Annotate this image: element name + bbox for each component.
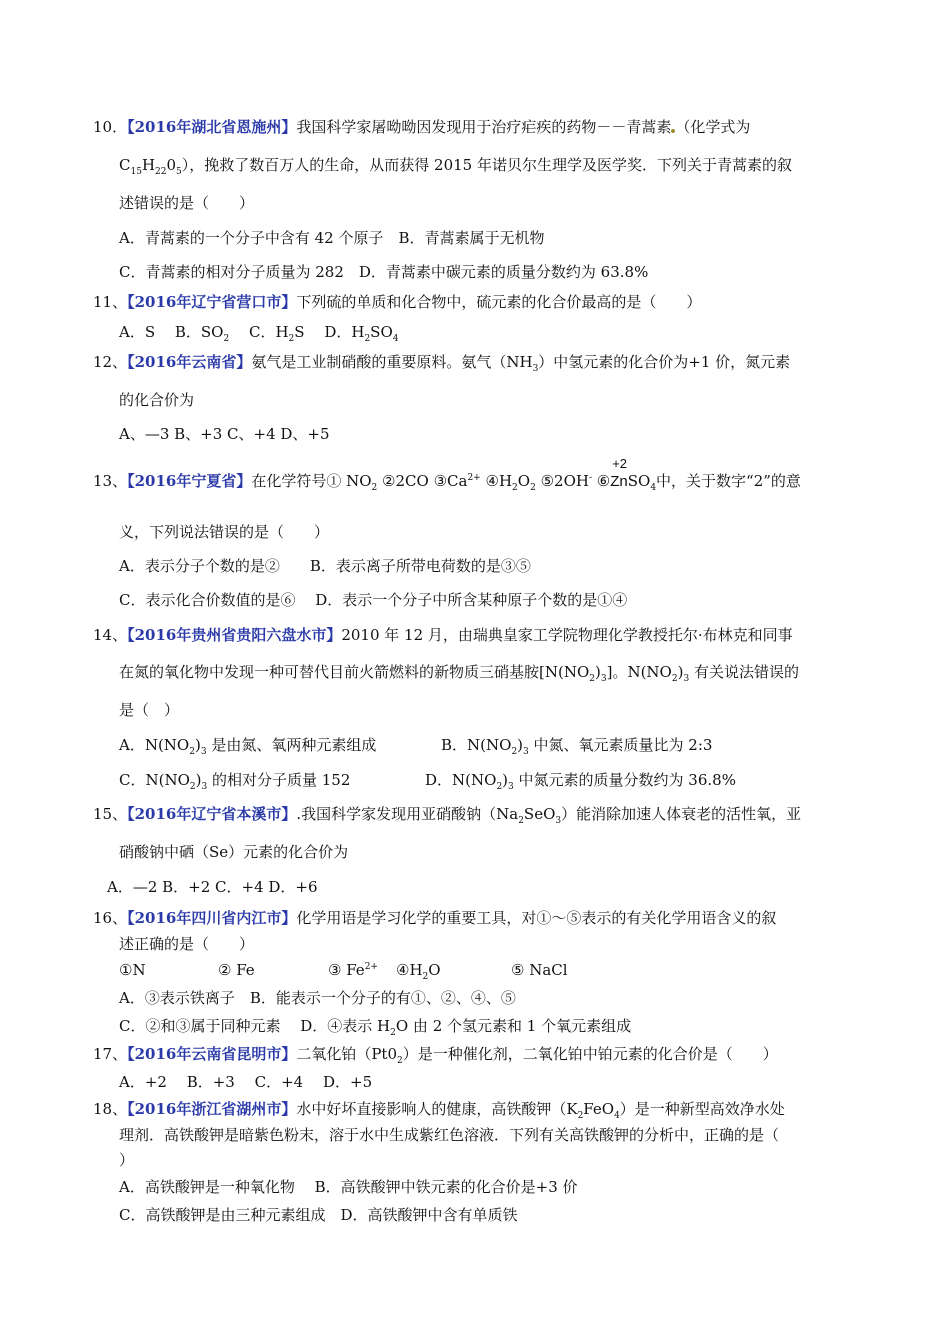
question-text: 在化学符号① NO <box>251 472 372 490</box>
subscript: 4 <box>614 1111 620 1121</box>
option-text: A．N(NO <box>119 736 190 754</box>
question-number: 17、 <box>93 1045 128 1063</box>
subscript: 3 <box>683 674 690 684</box>
question-text: ②2CO ③Ca <box>377 472 468 490</box>
question-text: ⑤2OH <box>535 472 589 490</box>
question-text: 中，关于数字“2”的意 <box>656 472 801 490</box>
q16-symbol-5: ⑤ NaCl <box>511 961 568 979</box>
question-number: 13、 <box>93 472 128 490</box>
subscript: 2 <box>496 782 503 792</box>
source-tag: 【2016年辽宁省本溪市】 <box>127 805 297 823</box>
question-text: 在氮的氧化物中发现一种可替代目前火箭燃料的新物质三硝基胺[N(NO <box>119 663 590 681</box>
q14-option-b <box>441 735 712 755</box>
q13-options-cd: C．表示化合价数值的是⑥ D．表示一个分子中所含某种原子个数的是①④ <box>119 591 628 609</box>
q18-options-ab: A．高铁酸钾是一种氧化物 B．高铁酸钾中铁元素的化合价是+3 价 <box>119 1178 578 1196</box>
source-tag: 【2016年云南省昆明市】 <box>127 1045 297 1063</box>
subscript: 4 <box>392 334 399 344</box>
source-tag: 【2016年云南省】 <box>127 353 252 371</box>
valence-number: +2 <box>612 456 628 471</box>
question-text: 下列硫的单质和化合物中，硫元素的化合价最高的是（ ） <box>296 293 702 311</box>
question-text: 2010 年 12 月，由瑞典皇家工学院物理化学教授托尔·布林克和同事 <box>341 626 793 644</box>
subscript: 3 <box>532 364 539 374</box>
option-text: O 由 2 个氢元素和 1 个氧元素组成 <box>395 1017 632 1035</box>
q13-options-ab: A．表示分子个数的是② B．表示离子所带电荷数的是③⑤ <box>119 557 531 575</box>
q14-line1 <box>93 625 793 645</box>
subscript: 3 <box>201 782 208 792</box>
q12-options: A、—3 B、+3 C、+4 D、+5 <box>119 425 330 443</box>
question-text: ），挽救了数百万人的生命，从而获得 2015 年诺贝尔生理学及医学奖．下列关于青蒿素的叙 <box>181 156 792 174</box>
question-text: O <box>517 472 531 490</box>
option-text: ) <box>502 771 509 789</box>
q18-line2: 理剂．高铁酸钾是暗紫色粉末，溶于水中生成紫红色溶液．下列有关高铁酸钾的分析中，正确的是（ <box>119 1126 780 1144</box>
q13-line1 <box>93 456 801 493</box>
subscript: 2 <box>397 1056 403 1066</box>
q14-option-a <box>119 735 376 755</box>
option-text: D．N(NO <box>425 771 497 789</box>
subscript: 3 <box>508 782 514 792</box>
question-number: 12、 <box>93 353 128 371</box>
q15-options: A．—2 B．+2 C．+4 D．+6 <box>107 878 318 896</box>
subscript: 2 <box>577 1111 584 1121</box>
subscript: 2 <box>511 747 518 757</box>
question-text: ）能消除加速人体衰老的活性氧，亚 <box>561 805 802 823</box>
source-tag: 【2016年贵州省贵阳六盘水市】 <box>127 626 342 644</box>
option-text: 是由氮、氧两种元素组成 <box>206 736 377 754</box>
q18-options-cd: C．高铁酸钾是由三种元素组成 D．高铁酸钾中含有单质铁 <box>119 1206 518 1224</box>
option-text: ) <box>195 771 202 789</box>
question-number: 15、 <box>93 805 128 823</box>
option-text: SO <box>370 323 393 341</box>
symbol-text: ③ Fe <box>328 961 365 979</box>
symbol-text: O <box>428 961 441 979</box>
symbol-text: ④H <box>396 961 423 979</box>
subscript: 15 <box>130 167 142 177</box>
source-tag: 【2016年宁夏省】 <box>127 472 252 490</box>
question-number: 16、 <box>93 909 128 927</box>
q16-options-ab: A．③表示铁离子 B．能表示一个分子的有①、②、④、⑤ <box>119 989 516 1007</box>
subscript: 3 <box>600 674 607 684</box>
question-text: SeO <box>523 805 556 823</box>
option-text: B．N(NO <box>441 736 512 754</box>
source-tag: 【2016年湖北省恩施州】 <box>127 118 297 136</box>
q12-line1 <box>93 352 790 372</box>
question-text: 化学用语是学习化学的重要工具，对①～⑤表示的有关化学用语含义的叙 <box>296 909 777 927</box>
subscript: 2 <box>512 483 518 493</box>
superscript: - <box>588 473 592 483</box>
q14-line2 <box>119 662 799 682</box>
q12-line2: 的化合价为 <box>119 391 195 409</box>
question-text: ) <box>595 663 601 681</box>
subscript: 2 <box>518 816 524 826</box>
q15-line2: 硝酸钠中硒（Se）元素的化合价为 <box>119 843 349 861</box>
formula: 0 <box>166 156 177 174</box>
subscript: 2 <box>288 334 295 344</box>
question-text: .我国科学家发现用亚硝酸钠（Na <box>296 805 519 823</box>
subscript: 3 <box>555 816 562 826</box>
q16-symbol-4 <box>396 960 441 980</box>
q16-line1 <box>93 908 776 928</box>
question-text: 水中好坏直接影响人的健康，高铁酸钾（K <box>296 1100 578 1118</box>
subscript: 2 <box>371 483 378 493</box>
q15-line1 <box>93 804 801 824</box>
question-text: FeO <box>583 1100 615 1118</box>
valence-notation <box>610 456 628 492</box>
subscript: 2 <box>671 674 678 684</box>
q16-symbol-3 <box>328 960 378 980</box>
q13-line2: 义，下列说法错误的是（ ） <box>119 523 330 541</box>
question-text: ）中氢元素的化合价为+1 价，氮元素 <box>538 353 791 371</box>
q11-line1 <box>93 292 701 312</box>
q14-option-c <box>119 770 350 790</box>
option-text: ) <box>194 736 201 754</box>
superscript: 2+ <box>364 962 378 972</box>
question-text: 我国科学家屠呦呦因发现用于治疗疟疾的药物－－青蒿素 <box>296 118 672 136</box>
option-text: C．N(NO <box>119 771 190 789</box>
formula: C <box>119 156 131 174</box>
q10-line3: 述错误的是（ ） <box>119 194 255 212</box>
subscript: 2 <box>589 674 595 684</box>
q16-line2: 述正确的是（ ） <box>119 935 255 953</box>
subscript: 2 <box>390 1028 396 1038</box>
source-tag: 【2016年浙江省湖州市】 <box>127 1100 297 1118</box>
q14-option-d <box>425 770 736 790</box>
question-number: 18、 <box>93 1100 128 1118</box>
subscript: 22 <box>155 167 167 177</box>
q18-line1 <box>93 1099 785 1119</box>
q11-options <box>119 322 398 342</box>
q16-options-cd <box>119 1016 631 1036</box>
question-text: ) <box>677 663 684 681</box>
q17-options: A．+2 B．+3 C．+4 D．+5 <box>119 1073 373 1091</box>
question-text: （化学式为 <box>675 118 751 136</box>
option-text: C．H <box>229 323 289 341</box>
q10-line1 <box>93 117 750 137</box>
question-number: 10． <box>93 118 128 136</box>
source-tag: 【2016年四川省内江市】 <box>127 909 297 927</box>
subscript: 2 <box>422 972 429 982</box>
question-text: ⑥ <box>592 472 611 490</box>
formula: H <box>141 156 156 174</box>
q17-line1 <box>93 1044 778 1064</box>
subscript: 3 <box>523 747 529 757</box>
q14-line3: 是（ ） <box>119 701 180 719</box>
subscript: 2 <box>364 334 371 344</box>
question-text: SO <box>627 472 651 490</box>
question-text: ）是一种新型高效净水处 <box>619 1100 785 1118</box>
q18-line3: ） <box>119 1151 135 1169</box>
option-text: S D．H <box>294 323 365 341</box>
option-text: C．②和③属于同种元素 D．④表示 H <box>119 1017 391 1035</box>
subscript: 4 <box>650 483 657 493</box>
question-text: 有关说法错误的 <box>689 663 799 681</box>
question-text: ）是一种催化剂，二氧化铂中铂元素的化合价是（ ） <box>402 1045 778 1063</box>
question-text: ④H <box>480 472 513 490</box>
superscript: 2+ <box>467 473 481 483</box>
option-text: 的相对分子质量 152 <box>207 771 351 789</box>
question-text: ]。N(NO <box>606 663 672 681</box>
subscript: 2 <box>223 334 230 344</box>
q16-symbol-1: ①N <box>119 961 146 979</box>
q10-line2 <box>119 155 792 175</box>
question-number: 14、 <box>93 626 128 644</box>
q10-options-cd: C．青蒿素的相对分子质量为 282 D．青蒿素中碳元素的质量分数约为 63.8% <box>119 263 649 281</box>
source-tag: 【2016年辽宁省营口市】 <box>127 293 297 311</box>
question-text: 二氧化铂（Pt0 <box>296 1045 398 1063</box>
subscript: 2 <box>189 782 196 792</box>
subscript: 3 <box>200 747 207 757</box>
question-text: 氨气是工业制硝酸的重要原料。氨气（NH <box>251 353 533 371</box>
option-text: 中氮、氧元素质量比为 2:3 <box>528 736 713 754</box>
q10-options-ab: A．青蒿素的一个分子中含有 42 个原子 B．青蒿素属于无机物 <box>119 229 545 247</box>
subscript: 2 <box>530 483 536 493</box>
option-text: ) <box>517 736 524 754</box>
option-text: A．S B．SO <box>119 323 224 341</box>
subscript: 2 <box>189 747 195 757</box>
q16-symbol-2: ② Fe <box>218 961 255 979</box>
option-text: 中氮元素的质量分数约为 36.8% <box>513 771 736 789</box>
subscript: 5 <box>176 167 182 177</box>
element-symbol: Zn <box>610 473 628 490</box>
question-number: 11、 <box>93 293 128 311</box>
